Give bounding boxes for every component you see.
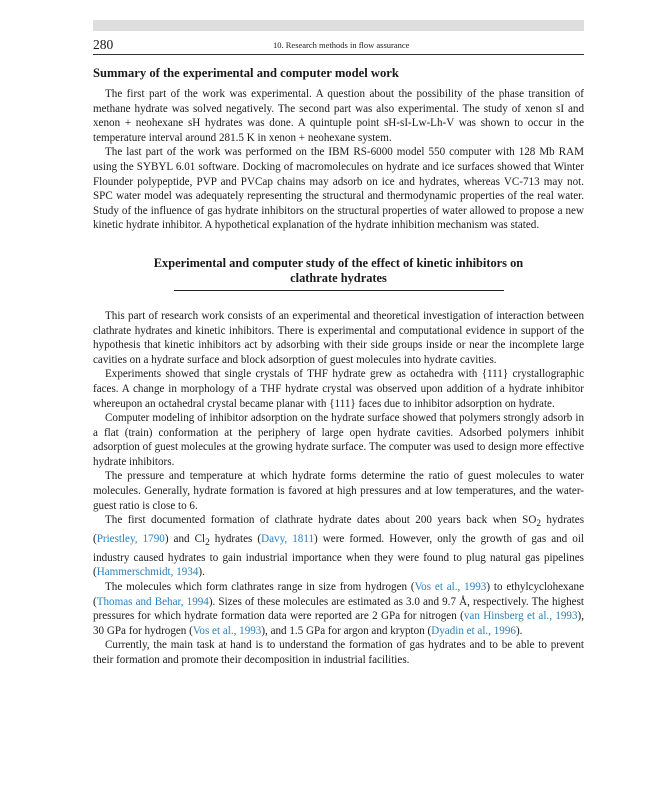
body-paragraph: The pressure and temperature at which hydrate forms determine the ratio of guest molecules to water molecules. Generally, hydrate formation is favored at high pressures and at low temperatures, and the water-guest ratio is close to 6. [93,470,584,512]
citation-link[interactable]: Davy, 1811 [261,533,315,546]
running-title: 10. Research methods in flow assurance [273,40,410,50]
citation-link[interactable]: Vos et al., 1993 [414,581,487,594]
body-paragraph: Computer modeling of inhibitor adsorption on the hydrate surface showed that polymers strongly adsorb in a flat (train) conformation at the periphery of large open hydrate cavities. Adsorbed polymers inhibit adsorption of guest molecules at the growing hydrate surface. The computer was used to design more effective hydrate inhibitors. [93,412,584,468]
citation-link[interactable]: van Hinsberg et al., 1993 [463,610,578,623]
body-paragraph: This part of research work consists of an experimental and theoretical investigation of interaction between clathrate hydrates and kinetic inhibitors. There is experimental and computational evidence in support of the hypothesis that kinetic inhibitors act by adsorbing with their side groups inside or near the incomplete large cavities on a hydrate surface and block adsorption of guest molecules into hydrate cavities. [93,309,584,366]
body-paragraph: Currently, the main task at hand is to understand the formation of gas hydrates and to be able to prevent their formation and promote their decomposition in industrial facilities. [93,639,584,667]
section-title-line: Experimental and computer study of the effect of kinetic inhibitors on [153,255,524,270]
top-shade-bar [93,20,584,31]
page-header [93,36,584,55]
citation-link[interactable]: Hammerschmidt, 1934 [96,566,199,579]
summary-paragraph: The last part of the work was performed on the IBM RS-6000 model 550 computer with 128 Mb RAM using the SYBYL 6.01 software. Docking of macromolecules on hydrate and ice surfaces showed that Winter Flounder polypeptide, PVP and PVCap chains may adsorb on ice and hydrates, whereas VC-713 may not. SPC water model was adequately representing the structural and thermodynamic properties of the real water. Study of the influence of gas hydrate inhibitors on the structural properties of water allowed to propose a new kinetic hydrate inhibitor. A hypothetical explanation of the hydrate inhibition mechanism was stated. [93,146,584,232]
body-paragraph: Experiments showed that single crystals of THF hydrate grew as octahedra with {111} crystallographic faces. A change in morphology of a THF hydrate crystal was observed upon addition of a hydrate inhibitor whereupon an octahedral crystal became planar with {111} faces due to inhibitor adsorption on hydrate. [93,368,584,410]
title-underline [174,290,504,291]
summary-paragraph: The first part of the work was experimental. A question about the possibility of the phase transition of methane hydrate was solved negatively. The second part was also experimental. The study of xenon sI and xenon + neohexane sH hydrates was done. A quintuple point sH-sI-Lw-Lh-V was shown to occur in the temperature interval around 281.5 K in xenon + neohexane system. [93,88,584,144]
section-title-line: clathrate hydrates [290,271,387,286]
citation-link[interactable]: Vos et al., 1993 [192,624,262,637]
citation-link[interactable]: Thomas and Behar, 1994 [96,595,209,608]
citation-link[interactable]: Dyadin et al., 1996 [431,624,516,637]
citation-link[interactable]: Priestley, 1790 [96,533,165,546]
body-paragraph: The molecules which form clathrates range in size from hydrogen (Vos et al., 1993) to ethylcyclohexane (Thomas and Behar, 1994). Sizes of these molecules are estimated as 3.0 and 9.7 Å, respectively. The highest pressures for which hydrate formation data were reported are 2 GPa for nitrogen (van Hinsberg et al., 1993), 30 GPa for hydrogen (Vos et al., 1993), and 1.5 GPa for argon and krypton (Dyadin et al., 1996). [93,581,585,637]
summary-heading: Summary of the experimental and computer model work [93,66,399,80]
body-paragraph: The first documented formation of clathrate hydrate dates about 200 years back when $SO_2$ hydrates (Priestley, 1790) and $Cl_2$ hydrates (Davy, 1811) were formed. However, only the growth of gas and oil industry caused hydrates to gain industrial importance when they were found to plug natural gas pipelines (Hammerschmidt, 1934). [93,514,585,579]
page-body [93,66,584,668]
section-title [93,256,584,291]
page-number: 280 [93,37,114,52]
